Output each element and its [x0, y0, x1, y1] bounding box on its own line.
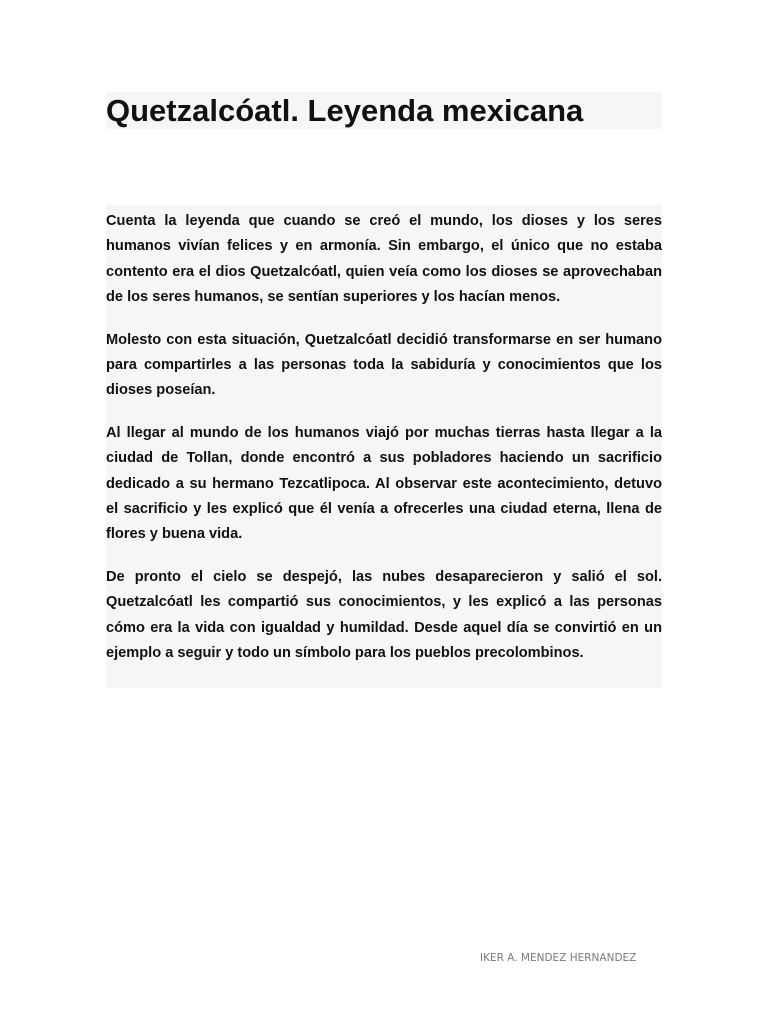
paragraph-4: De pronto el cielo se despejó, las nubes desaparecieron y salió el sol. Quetzalcóatl les compartió sus conocimientos, y les explicó a las personas cómo era la vida con igualdad y humildad. Desde aquel día se convirtió en un ejemplo a seguir y todo un símbolo para los pueblos precolombinos. [106, 568, 662, 662]
paragraph-3: Al llegar al mundo de los humanos viajó por muchas tierras hasta llegar a la ciudad de Tollan, donde encontró a sus pobladores haciendo un sacrificio dedicado a su hermano Tezcatlipoca. Al observar este acontecimiento, detuvo el sacrificio y les explicó que él venía a ofrecerles una ciudad eterna, llena de flores y buena vida. [106, 424, 662, 543]
author-footer: IKER A. MENDEZ HERNANDEZ [480, 952, 637, 964]
paragraph-1: Cuenta la leyenda que cuando se creó el mundo, los dioses y los seres humanos vivían felices y en armonía. Sin embargo, el único que no estaba contento era el dios Quetzalcóatl, quien veía como los dioses se aprovechaban de los seres humanos, se sentían superiores y los hacían menos. [106, 213, 662, 306]
paragraph-2: Molesto con esta situación, Quetzalcóatl decidió transformarse en ser humano para compartirles a las personas toda la sabiduría y conocimientos que los dioses poseían. [106, 331, 662, 399]
title-block [106, 92, 662, 129]
page-title: Quetzalcóatl. Leyenda mexicana [106, 93, 584, 128]
body-text-block [106, 205, 662, 688]
